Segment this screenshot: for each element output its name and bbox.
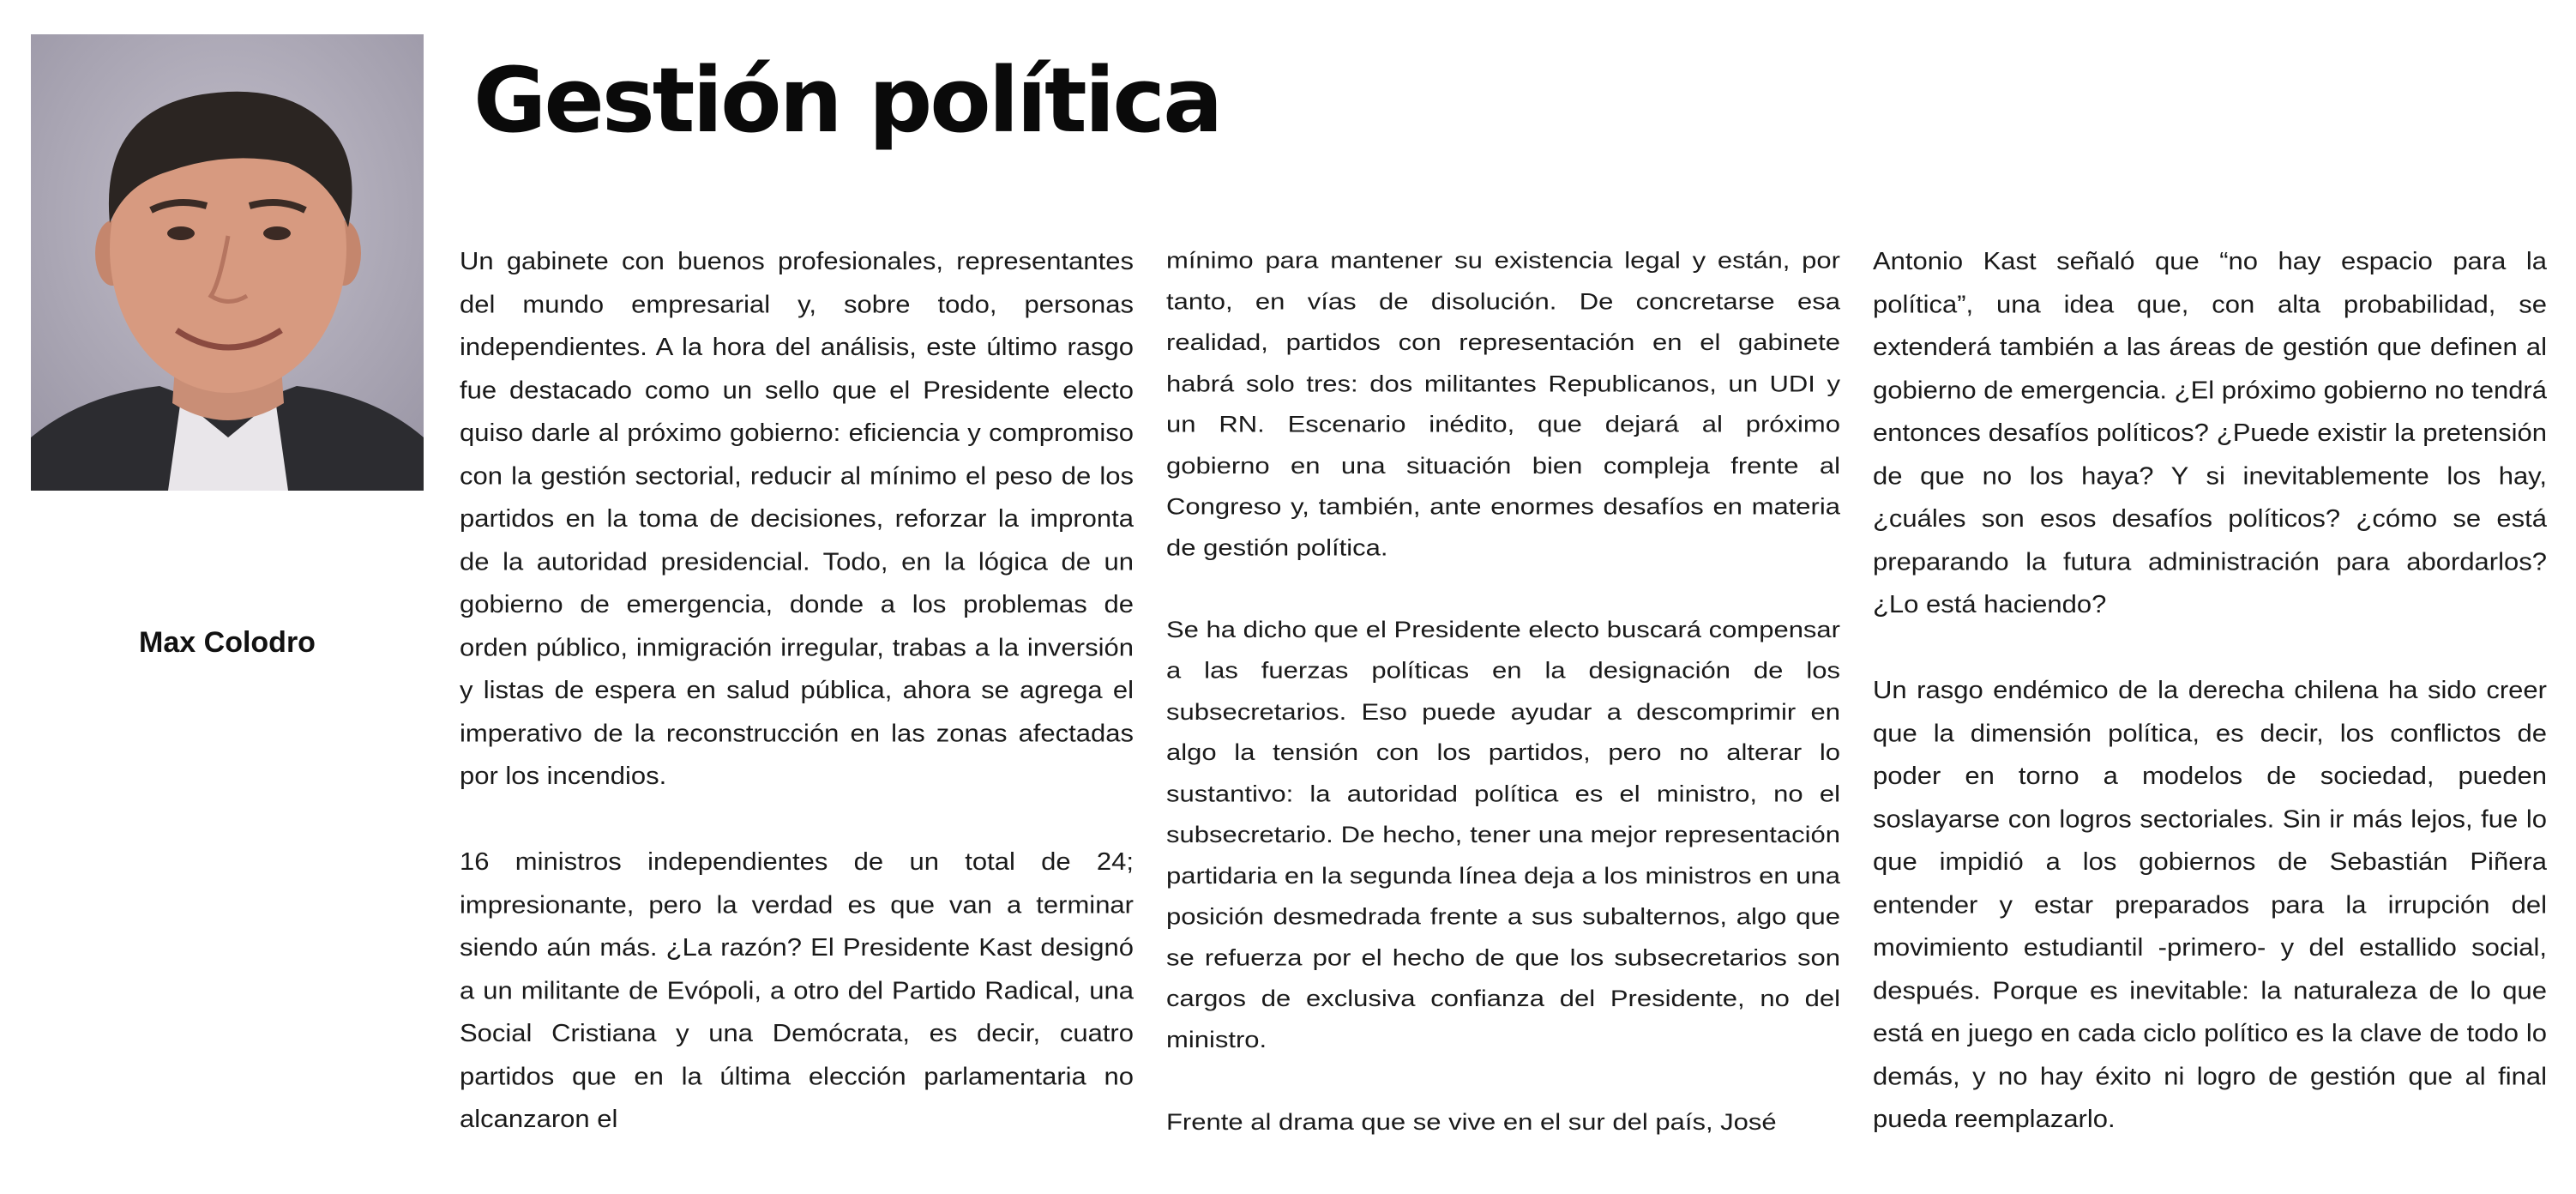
paragraph: Antonio Kast señaló que “no hay espacio para la política”, una idea que, con alta probabilidad, se extenderá también a las áreas de gestión que definen al gobierno de emergencia. ¿El próximo gobierno no tendrá entonces desafíos políticos? ¿Puede existir la pretensión de que no los haya? Y si inevitablemente los hay, ¿cuáles son esos desafíos políticos? ¿cómo se está preparando la futura administración para abordarlos? ¿Lo está haciendo? <box>1873 247 2547 618</box>
paragraph: mínimo para mantener su existencia legal y están, por tanto, en vías de disolución. De concretarse esa realidad, partidos con representación en el gabinete habrá solo tres: dos militantes Republicanos, un UDI y un RN. Escenario inédito, que dejará al próximo gobierno en una situación bien compleja frente al Congreso y, también, ante enormes desafíos en materia de gestión política. <box>1166 246 1840 561</box>
paragraph: 16 ministros independientes de un total de 24; impresionante, pero la verdad es que van a terminar siendo aún más. ¿La razón? El Presidente Kast designó a un militante de Evópoli, a otro del Partido Radical, una Social Cristiana y una Demócrata, es decir, cuatro partidos que en la última elección parlamentaria no alcanzaron el <box>460 847 1134 1133</box>
article-column-2 <box>1166 240 1840 1184</box>
article-column-1 <box>460 240 1134 1184</box>
article-column-3 <box>1873 240 2547 1184</box>
author-name: Max Colodro <box>139 626 316 659</box>
paragraph: Un gabinete con buenos profesionales, representantes del mundo empresarial y, sobre todo, personas independientes. A la hora del análisis, este último rasgo fue destacado como un sello que el Presidente electo quiso darle al próximo gobierno: eficiencia y compromiso con la gestión sectorial, reducir al mínimo el peso de los partidos en la toma de decisiones, reforzar la impronta de la autoridad presidencial. Todo, en la lógica de un gobierno de emergencia, donde a los problemas de orden público, inmigración irregular, trabas a la inversión y listas de espera en salud pública, ahora se agrega el imperativo de la reconstrucción en las zonas afectadas por los incendios. <box>460 247 1134 790</box>
paragraph: Un rasgo endémico de la derecha chilena ha sido creer que la dimensión política, es decir, los conflictos de poder en torno a modelos de sociedad, pueden soslayarse con logros sectoriales. Sin ir más lejos, fue lo que impidió a los gobiernos de Sebastián Piñera entender y estar preparados para la irrupción del movimiento estudiantil -primero- y del estallido social, después. Porque es inevitable: la naturaleza de lo que está en juego en cada ciclo político es la clave de todo lo demás, y no hay éxito ni logro de gestión que al final pueda reemplazarlo. <box>1873 676 2547 1133</box>
article-title: Gestión política <box>473 48 1221 153</box>
paragraph: Frente al drama que se vive en el sur del país, José <box>1166 1107 1777 1135</box>
author-photo <box>31 34 424 491</box>
paragraph: Se ha dicho que el Presidente electo buscará compensar a las fuerzas políticas en la designación de los subsecretarios. Eso puede ayudar a descomprimir en algo la tensión con los partidos, pero no alterar lo sustantivo: la autoridad política es el ministro, no el subsecretario. De hecho, tener una mejor representación partidaria en la segunda línea deja a los ministros en una posición desmedrada frente a sus subalternos, algo que se refuerza por el hecho de que los subsecretarios son cargos de exclusiva confianza del Presidente, no del ministro. <box>1166 616 1840 1052</box>
